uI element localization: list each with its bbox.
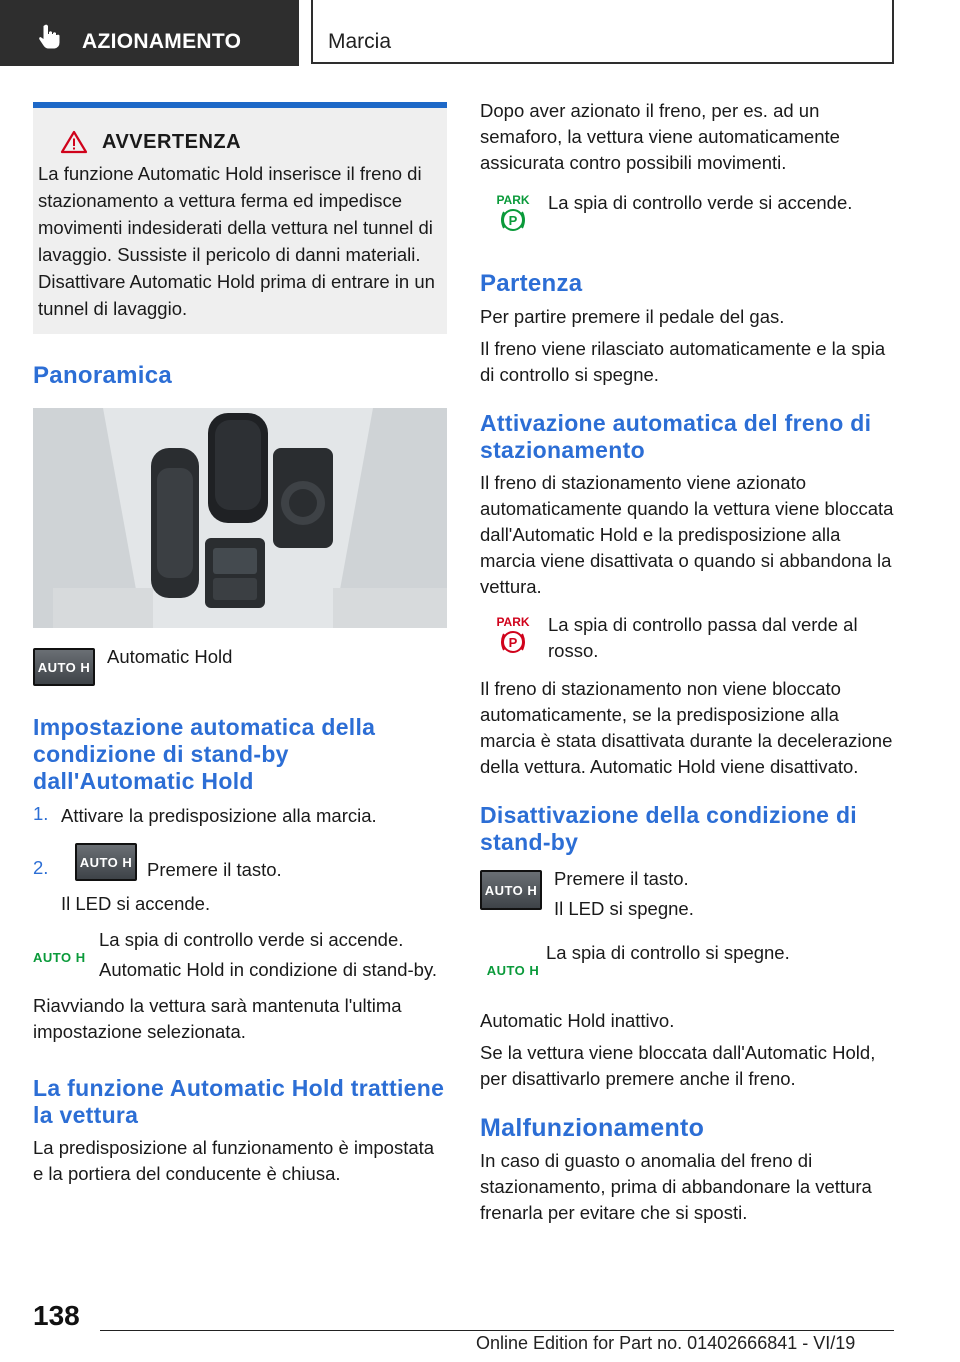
auto-h-lamp-icon: AUTO H [33,950,86,965]
heading-panoramica: Panoramica [33,362,173,389]
trattiene-text: La predisposizione al funzionamento è impostata e la portiera del conducente è chiusa. [33,1137,435,1184]
restart-text: Riavviando la vettura sarà mantenuta l'ultima impostazione selezionata. [33,995,402,1042]
hand-pointer-icon [36,23,62,49]
standby-text: Automatic Hold in condizione di stand-by. [99,959,437,980]
auto-h-button-icon: AUTO H [33,648,95,686]
warning-triangle-icon [60,130,88,154]
heading-disattivazione: Disattivazione della condizione di stand-by [480,802,857,855]
chapter-tab [311,0,894,64]
svg-text:P: P [508,635,518,650]
heading-partenza: Partenza [480,270,583,297]
step-2: 2. AUTO H Premere il tasto. [33,843,447,883]
park-green-icon [493,190,533,236]
lamp-green-text: La spia di controllo verde si accende. [99,929,404,950]
chapter-title: Marcia [328,30,392,53]
center-console-illustration [33,408,447,628]
section-tab [0,0,299,66]
warning-text: La funzione Automatic Hold inserisce il freno di stazionamento a vettura ferma ed impedisce movimenti indesiderati della vettura nel tunnel di lavaggio. Sussiste il pericolo di danni materiali. Disattivare Automatic Hold prima di entrare in un tunnel di lavaggio. [38,163,435,319]
intro-text: Dopo aver azionato il freno, per es. ad un semaforo, la vettura viene automaticamente assicurata contro possibili movimenti. [480,100,840,173]
right-column [480,102,894,1226]
console-photo [33,408,447,628]
led-off-text: Il LED si spegne. [554,898,694,919]
heading-impostazione: Impostazione automatica della condizione di stand-by dall'Automatic Hold [33,714,376,794]
park-green-text: La spia di controllo verde si accende. [548,192,853,213]
warning-title: AVVERTENZA [102,130,242,153]
warning-box [33,102,447,334]
heading-attivazione: Attivazione automatica del freno di stazionamento [480,410,872,463]
park-red-icon [493,612,533,658]
heading-malfunzionamento: Malfunzionamento [480,1114,705,1142]
malfunzionamento-text: In caso di guasto o anomalia del freno di stazionamento, prima di abbandonare la vettura frenarla per evitare che si sposti. [480,1150,872,1223]
svg-text:PARK: PARK [496,615,530,629]
auto-h-lamp-icon: AUTO H [486,963,540,978]
section-title: AZIONAMENTO [82,30,242,53]
attivazione-text-1: Il freno di stazionamento viene azionato automaticamente quando la vettura viene bloccata dall'Automatic Hold e la predisposizione alla marcia viene disattivata o quando si abbandona la vettura. [480,472,894,597]
led-on-text: Il LED si accende. [61,893,211,914]
park-red-text: La spia di controllo passa dal verde al rosso. [548,614,858,661]
attivazione-text-2: Il freno di stazionamento non viene bloccato automaticamente, se la predisposizione alla marcia è stata disattivata durante la decelerazione della vettura. Automatic Hold viene disattivato. [480,678,893,777]
page-number: 138 [33,1300,80,1331]
caption-automatic-hold: Automatic Hold [107,646,233,667]
partenza-text-1: Per partire premere il pedale del gas. [480,306,785,327]
disattivazione-text: Se la vettura viene bloccata dall'Automatic Hold, per disattivarlo premere anche il freno. [480,1042,876,1089]
partenza-text-2: Il freno viene rilasciato automaticamente e la spia di controllo si spegne. [480,338,886,385]
lamp-off-text: La spia di controllo si spegne. [546,942,790,963]
step-1: 1. Attivare la predisposizione alla marcia. [33,803,377,826]
auto-h-button-icon: AUTO H [480,870,542,910]
heading-trattiene: La funzione Automatic Hold trattiene la vettura [33,1075,445,1128]
svg-text:P: P [508,213,518,228]
auto-h-button-icon: AUTO H [75,843,137,881]
svg-text:PARK: PARK [496,193,530,207]
inactive-text: Automatic Hold inattivo. [480,1010,675,1031]
left-column [33,102,447,1187]
footer-divider [100,1330,894,1331]
footer-edition: Online Edition for Part no. 01402666841 - VI/19 [476,1333,856,1353]
press-button-text: Premere il tasto. [554,868,689,889]
steps-list [33,803,447,983]
